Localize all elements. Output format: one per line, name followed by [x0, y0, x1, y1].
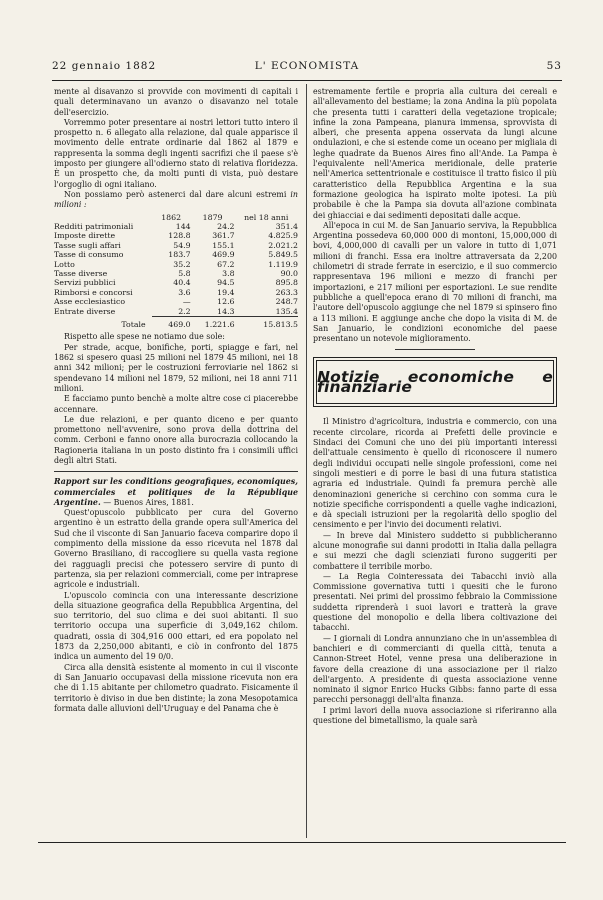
column-header: 1862 [161, 212, 182, 222]
header-date: 22 gennaio 1882 [52, 60, 157, 72]
section-title-box [313, 357, 557, 407]
table-total-row [54, 317, 298, 330]
row-label: Rimborsi e concorsi [54, 287, 133, 297]
column-header: 1879 [202, 212, 223, 222]
paragraph: Rispetto alle spese ne notiamo due sole: [64, 332, 225, 342]
table-row [54, 222, 298, 231]
cell-18-anni: 895.8 [275, 278, 298, 288]
table-row [54, 269, 298, 278]
cell-1862: 144 [175, 221, 191, 231]
section-title: Notizie economiche e finanziarie [316, 360, 554, 404]
cell-18-anni: 135.4 [275, 306, 298, 316]
cell-18-anni: 5.849.5 [268, 250, 298, 260]
cell-1879: 94.5 [217, 278, 235, 288]
left-column [54, 87, 298, 714]
cell-1879: 155.1 [212, 240, 235, 250]
cell-1862: 2.2 [178, 306, 191, 316]
revenue-table [54, 213, 298, 330]
row-label: Servizi pubblici [54, 278, 116, 288]
cell-18-anni: 4.825.9 [268, 231, 298, 241]
paragraph: Le due relazioni, e per quanto diceno e per quanto promettono nell'avvenire, sono prova della dottrina del comm. Cerboni e fanno onore alla burocrazia collocando la Ragioneria italiana in un posto distinto fra i consimili uffici degli altri Stati. [54, 414, 298, 465]
article-separator [395, 349, 475, 350]
page-header [52, 60, 562, 78]
paragraph: All'epoca in cui M. de San Januario serviva, la Repubblica Argentina possedeva 60,000 000 di montoni, 15,000,000 di bovi, 4,000,000 di cavalli per un valore in tutto di 1,071 milioni di franchi. Essa era inoltre attraversata da 2,200 chilometri di strade ferrate in esercizio, e il suo commercio rappresentava 196 milioni e mezzo di franchi per importazioni, e 217 milioni per esportazioni. Le sue rendite pubbliche a quell'epoca erano di 70 milioni di franchi, ma l'autore dell'opuscolo aggiunge che nel 1879 si spinsero fino a 113 milioni. E aggiunge anche che dopo la visita di M. de San Januario, le condizioni economiche del paese presentano un notevole miglioramento. [313, 220, 557, 344]
paragraph: Per strade, acque, bonifiche, porti, spiagge e fari, nel 1862 si spesero quasi 25 milioni nel 1879 45 milioni, nei 18 anni 342 milioni; per le costruzioni ferroviarie nel 1862 si spendevano 14 milioni nel 1879, 52 milioni, nei 18 anni 711 milioni. [54, 342, 298, 393]
cell-1879: 469.9 [212, 250, 235, 260]
total-label: Totale [121, 319, 146, 329]
news-item: — I giornali di Londra annunziano che in un'assemblea di banchieri e di commercianti di quella città, tenuta a Cannon-Street Hotel, venne presa una deliberazione in favore della creazione di una associazione per il rialzo dell'argento. A presidente di questa associazione venne nominato il signor Enrico Hucks Gibbs: fanno parte di essa parecchi personaggi dell'alta finanza. [313, 633, 557, 705]
rapport-heading [54, 477, 298, 508]
cell-1862: 128.8 [168, 231, 191, 241]
total-1862: 469.0 [152, 317, 191, 330]
header-page-number: 53 [546, 60, 562, 72]
table-row [54, 288, 298, 297]
cell-18-anni: 248.7 [275, 297, 298, 307]
paragraph: L'opuscolo comincia con una interessante descrizione della situazione geografica della Repubblica Argentina, del suo territorio, del suo clima e dei suoi abitanti. Il suo territorio occupa una superficie di 3,049,162 chilom. quadrati, ossia di 304,916 000 ettari, ed era popolato nel 1873 da 2,250,000 abitanti, e ciò in confronto del 1875 indica un aumento del 19 0/0. [54, 590, 298, 662]
paragraph: mente al disavanzo si provvide con movimenti di capitali i quali determinavano un avanzo o disavanzo nel totale dell'esercizio. [54, 87, 298, 117]
row-label: Asse ecclesiastico [54, 297, 126, 307]
rapport-title: Rapport sur les conditions geografiques, economiques, commerciales et politiques de la République Argentine. [54, 477, 298, 507]
cell-1879: 12.6 [217, 297, 235, 307]
total-18-anni: 15.813.5 [235, 317, 298, 330]
total-1879: 1.221.6 [191, 317, 235, 330]
row-label: Lotto [54, 259, 75, 269]
table-header-row [54, 213, 298, 222]
row-label: Imposte dirette [54, 231, 116, 241]
table-row [54, 260, 298, 269]
header-journal-title: L' ECONOMISTA [254, 60, 360, 72]
cell-1862: 5.8 [178, 269, 191, 278]
cell-1862: — [182, 297, 191, 307]
cell-1862: 40.4 [173, 278, 191, 288]
row-label: Tasse di consumo [54, 250, 124, 260]
cell-1879: 14.3 [217, 306, 235, 316]
cell-18-anni: 351.4 [275, 221, 298, 231]
table-intro: Non possiamo però astenerci dal dare alcuni estremi in milioni : [54, 189, 298, 210]
footer-rule [38, 842, 566, 843]
paragraph: Quest'opuscolo pubblicato per cura del Governo argentino è un estratto della grande opera sull'America del Sud che il visconte di San Januario faceva comparire dopo il compimento della missione da esso ricevuta nel 1878 dal Governo Brasiliano, di raccogliere su quella vasta regione dei ragguagli precisi che potessero servire di punto di partenza, sia per relazioni commerciali, come per intraprese agricole e industriali. [54, 508, 298, 590]
table-row [54, 231, 298, 240]
cell-1862: 35.2 [173, 259, 191, 269]
column-header: nel 18 anni [244, 212, 289, 222]
paragraph: E facciamo punto benchè a molte altre cose ci piacerebbe accennare. [54, 394, 298, 414]
rapport-city: — Buenos Aires, 1881. [103, 497, 194, 507]
cell-18-anni: 1.119.9 [268, 259, 298, 269]
row-label: Tasse sugli affari [54, 240, 121, 250]
cell-1879: 67.2 [217, 259, 235, 269]
news-item: I primi lavori della nuova associazione si riferiranno alla questione del bimetallismo, la quale sarà [313, 705, 557, 726]
cell-1879: 361.7 [212, 231, 235, 241]
right-column [313, 87, 557, 726]
header-rule [52, 80, 562, 81]
row-label: Redditi patrimoniali [54, 221, 134, 231]
cell-1862: 183.7 [168, 250, 191, 260]
table-row [54, 278, 298, 287]
table-row [54, 307, 298, 317]
table-row [54, 297, 298, 306]
cell-1862: 54.9 [173, 240, 191, 250]
column-divider [306, 84, 307, 838]
cell-18-anni: 263.3 [275, 287, 298, 297]
cell-1879: 3.8 [222, 269, 235, 278]
table-row [54, 250, 298, 259]
row-label: Entrate diverse [54, 306, 116, 316]
news-item: — La Regia Cointeressata dei Tabacchi inviò alla Commissione governativa tutti i quesiti che le furono presentati. Nei primi del prossimo febbraio la Commissione suddetta riprenderà i suoi lavori e tratterà la grave questione del monopolio e della libera coltivazione dei tabacchi. [313, 571, 557, 633]
news-item: — In breve dal Ministero suddetto si pubblicheranno alcune monografie sui danni prodotti in Italia dalla pellagra e sui mezzi che dagli scienziati furono suggeriti per combattere il terribile morbo. [313, 530, 557, 571]
news-item: Il Ministro d'agricoltura, industria e commercio, con una recente circolare, ricorda ai Prefetti delle provincie e Sindaci dei Comuni che uno dei più importanti interessi dell'attuale censimento è quello di riconoscere il numero degli individui occupati nelle singole professioni, come nei singoli mestieri e di porre le basi di una futura statistica agraria ed industriale. Quindi fa premura perchè alle denominazioni generiche si cerchino con somma cura le notizie specifiche corrispondenti a quelle vaghe indicazioni, e dà speciali istruzioni per la regolarità dello spoglio del censimento e per l'invio dei documenti relativi. [313, 417, 557, 530]
cell-18-anni: 2.021.2 [268, 240, 298, 250]
paragraph: Circa alla densità esistente al momento in cui il visconte di San Januario occupavasi della missione ricevuta non era che di 1.15 abitante per chilometro quadrato. Fisicamente il territorio è diviso in due ben distinte; la zona Mesopotamica formata dalle alluvioni dell'Uruguay e del Panama che è [54, 662, 298, 713]
cell-1879: 24.2 [217, 221, 235, 231]
paragraph: estremamente fertile e propria alla cultura dei cereali e all'allevamento del bestiame; la zona Andina la più popolata che presenta tutti i caratteri della vegetazione tropicale; infine la zona Pampeana, pianura immensa, sprovvista di alberi, che presenta appena osservata da lungi alcune ondulazioni, e che si estende come un oceano per migliaia di leghe quadrate da Buenos Aires fino all'Ande. La Pampa è l'equivalente nell'America meridionale, delle praterie nell'America settentrionale e costituisce il tratto fisico il più caratteristico della Repubblica Argentina e la sua formazione geologica ha ispirato molte ipotesi. La più probabile è che la Pampa sia dovuta all'azione combinata dei ghiacciai e dai sedimenti depositati dalle acque. [313, 87, 557, 220]
table-row [54, 241, 298, 250]
article-separator [54, 471, 298, 472]
cell-1879: 19.4 [217, 287, 235, 297]
paragraph: Vorremmo poter presentare ai nostri lettori tutto intero il prospetto n. 6 allegato alla relazione, dal quale apparisce il movimento delle entrate ordinarie dal 1862 al 1879 e rappresenta la somma degli ingenti sacrifizi che il paese s'è imposto per giungere all'odierno stato di relativa floridezza. È un prospetto che, da molti punti di vista, può destare l'orgoglio di ogni italiano. [54, 117, 298, 189]
cell-18-anni: 90.0 [280, 269, 298, 278]
cell-1862: 3.6 [178, 287, 191, 297]
row-label: Tasse diverse [54, 269, 108, 278]
